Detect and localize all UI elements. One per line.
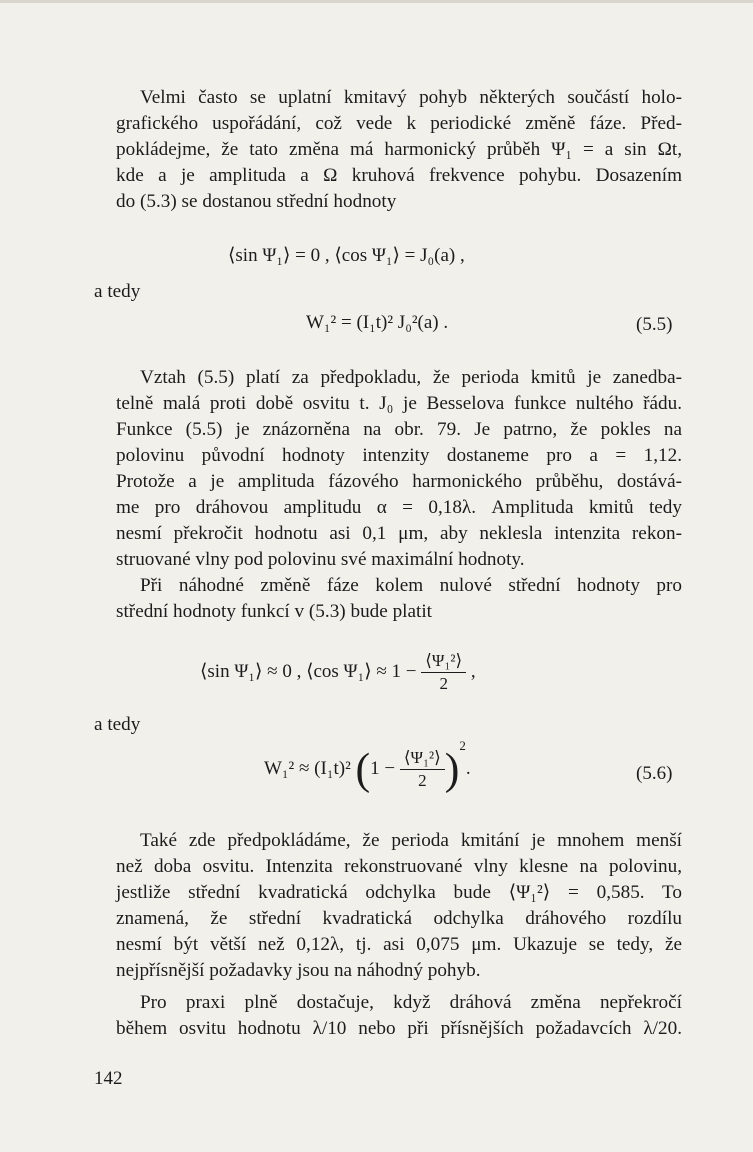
equation-5-5: W₁² = (I₁t)² J₀²(a) . [306,312,449,333]
paragraph-4 [116,828,682,984]
paragraph-4-line: než doba osvitu. Intenzita rekonstruované vlny klesne na polovinu, [116,856,682,877]
paragraph-1-line: do (5.3) se dostanou střední hodnoty [116,191,397,212]
paragraph-1-line: Velmi často se uplatní kmitavý pohyb některých součástí holo- [140,87,682,108]
equation-random-phase-tail: , [470,660,476,682]
paragraph-1-line: kde a je amplituda a Ω kruhová frekvence pohybu. Dosazením [116,165,682,186]
left-parenthesis: ( [355,744,371,794]
paragraph-5-line: Pro praxi plně dostačuje, když dráhová změna nepřekročí [140,992,682,1013]
paragraph-3-line: střední hodnoty funkcí v (5.3) bude platit [116,601,433,622]
paragraph-2-line: me pro dráhovou amplitudu α = 0,18λ. Amplituda kmitů tedy [116,497,682,518]
paragraph-3 [116,573,682,625]
equation-random-phase [200,650,476,695]
fraction-denominator: 2 [418,771,427,791]
right-parenthesis: ) [444,744,460,794]
page-number: 142 [94,1068,123,1089]
fraction [421,650,466,695]
paragraph-2-line: telně malá proti době osvitu t. J₀ je Besselova funkce nultého řádu. [116,393,682,414]
paragraph-4-line: jestliže střední kvadratická odchylka bude ⟨Ψ₁²⟩ = 0,585. To [116,882,682,903]
paragraph-2 [116,365,682,573]
paragraph-1-line: pokládejme, že tato změna má harmonický průběh Ψ₁ = a sin Ωt, [116,139,682,160]
paragraph-2-line: polovinu původní hodnoty intenzity dostaneme pro a = 1,12. [116,445,682,466]
paragraph-2-line: struované vlny pod polovinu své maximální hodnoty. [116,549,525,570]
equation-random-phase-left: ⟨sin Ψ₁⟩ ≈ 0 , ⟨cos Ψ₁⟩ ≈ 1 − [200,660,417,682]
paragraph-4-line: Také zde předpokládáme, že perioda kmitání je mnohem menší [140,830,682,851]
fraction-numerator: ⟨Ψ₁²⟩ [400,747,445,770]
equation-5-6-one-minus: 1 − [370,758,396,779]
paragraph-4-line: nejpřísnější požadavky jsou na náhodný pohyb. [116,960,481,981]
label-a-tedy: a tedy [94,281,141,302]
paragraph-5 [116,990,682,1042]
equation-5-6-exponent: 2 [459,738,466,753]
fraction [400,747,445,792]
paragraph-4-line: nesmí být větší než 0,12λ, tj. asi 0,075 μm. Ukazuje se tedy, že [116,934,682,955]
paragraph-4-line: znamená, že střední kvadratická odchylka dráhového rozdílu [116,908,682,929]
paragraph-3-line: Při náhodné změně fáze kolem nulové střední hodnoty pro [140,575,682,596]
top-edge-shadow [0,0,753,3]
equation-5-6-left: W₁² ≈ (I₁t)² [264,758,351,779]
fraction-denominator: 2 [439,674,448,693]
equation-mean-values: ⟨sin Ψ₁⟩ = 0 , ⟨cos Ψ₁⟩ = J₀(a) , [228,245,465,266]
paragraph-2-line: nesmí překročit hodnotu asi 0,1 μm, aby neklesla intenzita rekon- [116,523,682,544]
paragraph-2-line: Funkce (5.5) je znázorněna na obr. 79. Je patrno, že pokles na [116,419,682,440]
paragraph-2-line: Protože a je amplituda fázového harmonického průběhu, dostává- [116,471,682,492]
equation-number-5-5: (5.5) [636,314,673,335]
paragraph-1-line: grafického uspořádání, což vede k periodické změně fáze. Před- [116,113,682,134]
paragraph-2-line: Vztah (5.5) platí za předpokladu, že perioda kmitů je zanedba- [140,367,682,388]
fraction-numerator: ⟨Ψ₁²⟩ [421,650,466,673]
equation-number-5-6: (5.6) [636,763,673,784]
paragraph-5-line: během osvitu hodnotu λ/10 nebo při přísnějších požadavcích λ/20. [116,1018,682,1039]
equation-5-6 [264,738,471,792]
label-a-tedy: a tedy [94,714,141,735]
paragraph-1 [116,85,682,215]
equation-5-6-tail: . [465,758,471,779]
